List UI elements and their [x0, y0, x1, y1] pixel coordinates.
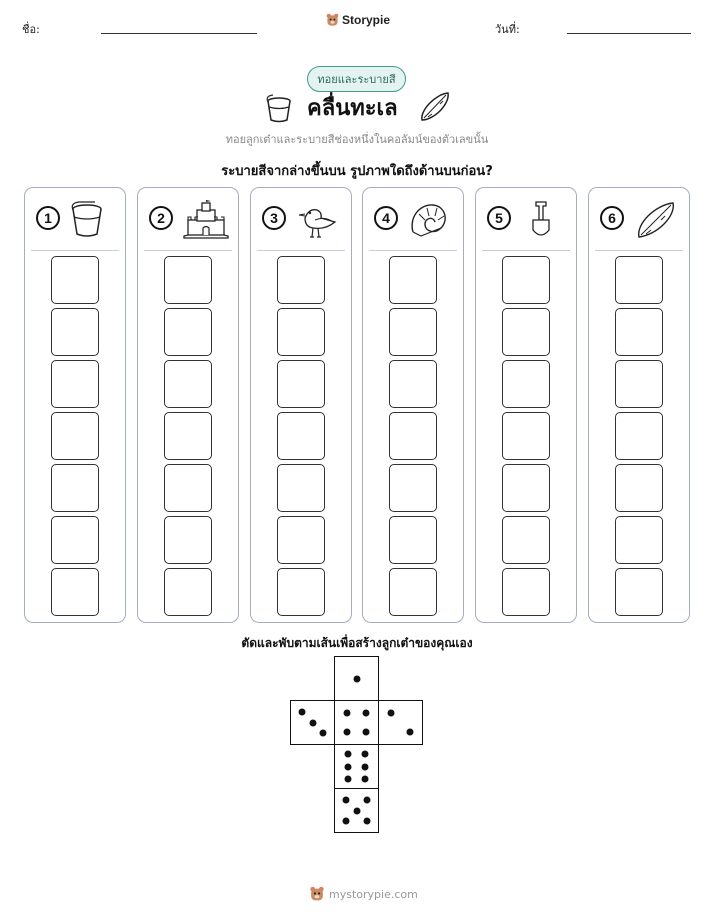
column-number: 3	[262, 206, 286, 230]
column-divider	[369, 250, 457, 251]
color-cell[interactable]	[502, 360, 550, 408]
color-cell[interactable]	[51, 256, 99, 304]
die-pip	[344, 751, 351, 758]
color-cell[interactable]	[615, 568, 663, 616]
column-number: 4	[374, 206, 398, 230]
die-pip	[342, 818, 349, 825]
column-number: 5	[487, 206, 511, 230]
color-cell[interactable]	[277, 568, 325, 616]
color-cell[interactable]	[615, 412, 663, 460]
color-cell[interactable]	[277, 256, 325, 304]
column-divider	[595, 250, 683, 251]
color-cell[interactable]	[277, 412, 325, 460]
column-header	[363, 202, 463, 242]
die-pip	[309, 719, 316, 726]
surfboard-icon	[418, 90, 452, 124]
color-cell[interactable]	[277, 516, 325, 564]
column-divider	[31, 250, 119, 251]
footer	[309, 886, 418, 902]
die-pip	[362, 775, 369, 782]
column-5	[475, 187, 577, 623]
color-cell[interactable]	[615, 308, 663, 356]
column-4	[362, 187, 464, 623]
date-label: วันที่:	[495, 23, 520, 36]
die-face-top	[334, 656, 379, 701]
instructions: ทอยลูกเต๋าและระบายสีช่องหนึ่งในคอลัมน์ของตัวเลขนั้น	[225, 133, 489, 146]
die-pip	[344, 763, 351, 770]
color-cell[interactable]	[277, 308, 325, 356]
die-pip	[344, 775, 351, 782]
column-number: 6	[600, 206, 624, 230]
die-face-left	[290, 700, 335, 745]
column-1	[24, 187, 126, 623]
column-number: 2	[149, 206, 173, 230]
die-pip	[342, 796, 349, 803]
brand-logo	[326, 13, 390, 27]
color-cell[interactable]	[502, 308, 550, 356]
column-divider	[257, 250, 345, 251]
dice-caption: ตัดและพับตามเส้นเพื่อสร้างลูกเต๋าของคุณเอง	[241, 636, 473, 650]
color-cell[interactable]	[502, 464, 550, 512]
die-face-bottom	[334, 788, 379, 833]
storypie-bear-icon	[309, 886, 325, 902]
color-cell[interactable]	[389, 308, 437, 356]
color-cell[interactable]	[164, 308, 212, 356]
column-number: 1	[36, 206, 60, 230]
die-pip	[406, 728, 413, 735]
column-header	[589, 202, 689, 242]
color-cell[interactable]	[389, 516, 437, 564]
die-pip	[364, 796, 371, 803]
column-3	[250, 187, 352, 623]
die-face-center	[334, 700, 379, 745]
column-divider	[144, 250, 232, 251]
color-cell[interactable]	[389, 256, 437, 304]
question: ระบายสีจากล่างขึ้นบน รูปภาพใดถึงด้านบนก่อน?	[221, 164, 493, 179]
color-cell[interactable]	[164, 464, 212, 512]
color-cell[interactable]	[615, 516, 663, 564]
color-cell[interactable]	[164, 256, 212, 304]
color-cell[interactable]	[277, 360, 325, 408]
name-field[interactable]	[101, 33, 257, 34]
column-header	[138, 202, 238, 242]
column-6	[588, 187, 690, 623]
brand-name: Storypie	[342, 13, 391, 27]
color-cell[interactable]	[615, 464, 663, 512]
column-divider	[482, 250, 570, 251]
storypie-bear-icon	[326, 13, 339, 27]
title-row	[0, 94, 714, 124]
column-header	[25, 202, 125, 242]
die-pip	[362, 763, 369, 770]
color-cell[interactable]	[51, 516, 99, 564]
bucket-icon	[265, 94, 293, 124]
bucket-icon	[69, 200, 117, 240]
color-cell[interactable]	[51, 464, 99, 512]
footer-url: mystorypie.com	[329, 887, 418, 901]
color-cell[interactable]	[389, 464, 437, 512]
die-pip	[320, 730, 327, 737]
color-cell[interactable]	[164, 412, 212, 460]
sandcastle-icon	[182, 200, 230, 240]
die-pip	[362, 728, 369, 735]
date-field[interactable]	[567, 33, 691, 34]
seashell-icon	[407, 200, 455, 240]
die-pip	[353, 807, 360, 814]
activity-badge: ทอยและระบายสี	[307, 66, 406, 92]
seagull-icon	[295, 200, 343, 240]
name-label: ชื่อ:	[22, 23, 40, 36]
die-pip	[344, 710, 351, 717]
color-cell[interactable]	[164, 516, 212, 564]
die-face-right	[378, 700, 423, 745]
color-cell[interactable]	[389, 568, 437, 616]
color-cell[interactable]	[502, 256, 550, 304]
color-cell[interactable]	[389, 360, 437, 408]
color-cell[interactable]	[615, 256, 663, 304]
color-cell[interactable]	[51, 568, 99, 616]
color-cell[interactable]	[51, 360, 99, 408]
color-cell[interactable]	[164, 568, 212, 616]
die-pip	[362, 710, 369, 717]
die-pip	[388, 710, 395, 717]
color-cell[interactable]	[502, 516, 550, 564]
color-cell[interactable]	[164, 360, 212, 408]
die-pip	[344, 728, 351, 735]
color-cell[interactable]	[389, 412, 437, 460]
color-cell[interactable]	[51, 308, 99, 356]
die-pip	[298, 708, 305, 715]
color-cell[interactable]	[502, 568, 550, 616]
page-title: คลื่นทะเล	[307, 96, 398, 121]
column-2	[137, 187, 239, 623]
color-cell[interactable]	[502, 412, 550, 460]
die-pip	[353, 675, 360, 682]
column-header	[251, 202, 351, 242]
color-cell[interactable]	[51, 412, 99, 460]
color-cell[interactable]	[277, 464, 325, 512]
die-pip	[364, 818, 371, 825]
die-pip	[362, 751, 369, 758]
color-cell[interactable]	[615, 360, 663, 408]
surfboard-icon	[633, 200, 681, 240]
die-face-lower	[334, 744, 379, 789]
column-header	[476, 202, 576, 242]
shovel-icon	[520, 200, 568, 240]
